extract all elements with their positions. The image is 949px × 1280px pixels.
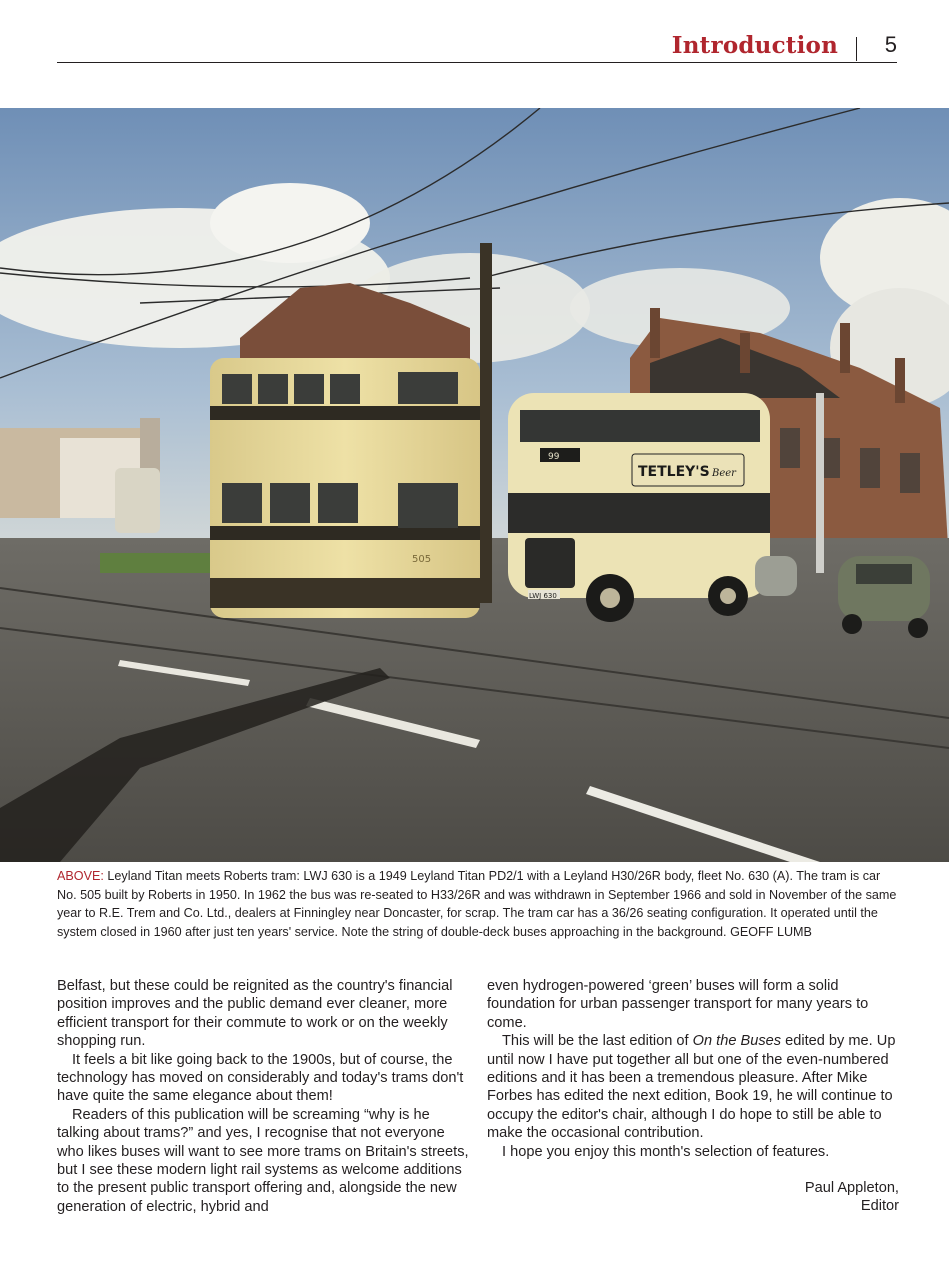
running-header bbox=[57, 28, 897, 63]
body-text: edited by me. Up until now I have put together all but one of the even-numbered editions and it has been a tremendous pleasure. After Mike Forbes has edited the next edition, Book 19, he will continue to occupy the editor's chair, although I do hope to still be able to make the occasional contribution. bbox=[487, 1033, 896, 1142]
editor-signature bbox=[487, 1179, 899, 1216]
section-title: Introduction bbox=[671, 32, 838, 59]
signature-role: Editor bbox=[860, 1198, 899, 1215]
photo-caption bbox=[57, 867, 897, 941]
body-column-right bbox=[487, 977, 899, 1216]
bus-advert: TETLEY'S bbox=[638, 464, 710, 480]
body-paragraph: It feels a bit like going back to the 1900s, but of course, the technology has moved on considerably and today's trams don't have quite the same elegance about them! bbox=[57, 1051, 464, 1105]
body-paragraph bbox=[487, 1032, 899, 1142]
body-column-left bbox=[57, 977, 469, 1216]
page-number: 5 bbox=[884, 32, 897, 57]
body-paragraph: I hope you enjoy this month's selection of features. bbox=[502, 1143, 830, 1160]
tram-505 bbox=[210, 358, 480, 618]
tram-fleet-number: 505 bbox=[412, 554, 432, 565]
body-text: This will be the last edition of bbox=[502, 1033, 693, 1050]
bus-registration-plate: LWJ 630 bbox=[529, 592, 557, 600]
bus-advert-tag: Beer bbox=[712, 468, 736, 479]
bus-lwj-630 bbox=[508, 393, 770, 622]
signature-name: Paul Appleton, bbox=[804, 1180, 899, 1197]
photo-credit: GEOFF LUMB bbox=[730, 924, 812, 939]
caption-text: Leyland Titan meets Roberts tram: LWJ 630 is a 1949 Leyland Titan PD2/1 with a Leyland H30/26R body, fleet No. 630 (A). The tram is car No. 505 built by Roberts in 1950. In 1962 the bus was re-seated to H33/26R and was withdrawn in September 1966 and sold in November of the same year to R.E. Trem and Co. Ltd., dealers at Finningley near Doncaster, for scrap. The tram car has a 36/26 seating configuration. It operated until the system closed in 1960 after just ten years' service. Note the string of double-deck buses approaching in the background. bbox=[57, 869, 897, 939]
body-paragraph: even hydrogen-powered ‘green’ buses will form a solid foundation for urban passenger transport for many years to come. bbox=[487, 978, 869, 1031]
tram-bus-photo bbox=[0, 108, 949, 862]
publication-title: On the Buses bbox=[692, 1033, 782, 1050]
caption-label: ABOVE: bbox=[57, 869, 104, 883]
body-paragraph: Readers of this publication will be screaming “why is he talking about trams?” and yes, I recognise that not everyone who likes buses will want to see more trams on Britain's streets, but I see these modern light rail systems as welcome additions to the present public transport offering and, alongside the new generation of electric, hybrid and bbox=[57, 1106, 469, 1215]
body-paragraph: Belfast, but these could be reignited as the country's financial position improves and the public demand ever cleaner, more efficient transport for their commute to work or on the weekly shopping run. bbox=[57, 978, 453, 1050]
header-divider bbox=[856, 37, 857, 61]
bus-route-number: 99 bbox=[548, 452, 560, 462]
